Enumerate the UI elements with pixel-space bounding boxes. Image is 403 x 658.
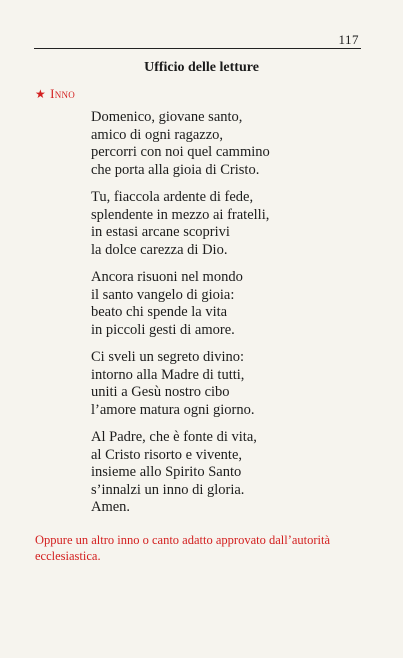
header-rule [34, 48, 361, 49]
star-icon: ★ [35, 87, 47, 101]
hymn-stanza-3 [91, 269, 371, 339]
hymn-line: la dolce carezza di Dio. [91, 241, 228, 258]
hymn-line: in piccoli gesti di amore. [91, 321, 235, 338]
hymn-line: Domenico, giovane santo, [91, 109, 243, 125]
hymn-stanza-5 [91, 429, 371, 517]
hymn-line: percorri con noi quel cammino [91, 144, 270, 160]
hymn-stanza-4 [91, 349, 371, 419]
hymn [91, 109, 371, 527]
hymn-line: il santo vangelo di gioia: [91, 286, 235, 303]
rubric-label: Inno [50, 86, 76, 101]
hymn-line: che porta alla gioia di Cristo. [91, 161, 260, 178]
hymn-line: intorno alla Madre di tutti, [91, 366, 245, 383]
hymn-line: in estasi arcane scoprivi [91, 224, 230, 240]
hymn-amen: Amen. [91, 499, 131, 515]
final-rubric: Oppure un altro inno o canto adatto approvato dall’autorità ecclesiastica. [35, 533, 331, 563]
hymn-line: beato chi spende la vita [91, 304, 228, 320]
hymn-line: l’amore matura ogni giorno. [91, 401, 255, 418]
hymn-line: splendente in mezzo ai fratelli, [91, 206, 270, 223]
hymn-line: s’innalzi un inno di gloria. [91, 481, 245, 498]
hymn-stanza-1 [91, 109, 371, 179]
hymn-line: Ci sveli un segreto divino: [91, 349, 245, 365]
hymn-line: uniti a Gesù nostro cibo [91, 384, 230, 400]
hymn-stanza-2 [91, 189, 371, 259]
hymn-line: Tu, fiaccola ardente di fede, [91, 189, 254, 205]
hymn-line: insieme allo Spirito Santo [91, 464, 242, 480]
page-number: 117 [338, 32, 359, 47]
hymn-line: al Cristo risorto e vivente, [91, 446, 243, 463]
hymn-line: Ancora risuoni nel mondo [91, 269, 243, 285]
hymn-line: amico di ogni ragazzo, [91, 126, 224, 143]
rubric-inno [35, 86, 75, 102]
hymn-line: Al Padre, che è fonte di vita, [91, 429, 257, 445]
section-title: Ufficio delle letture [144, 60, 259, 75]
